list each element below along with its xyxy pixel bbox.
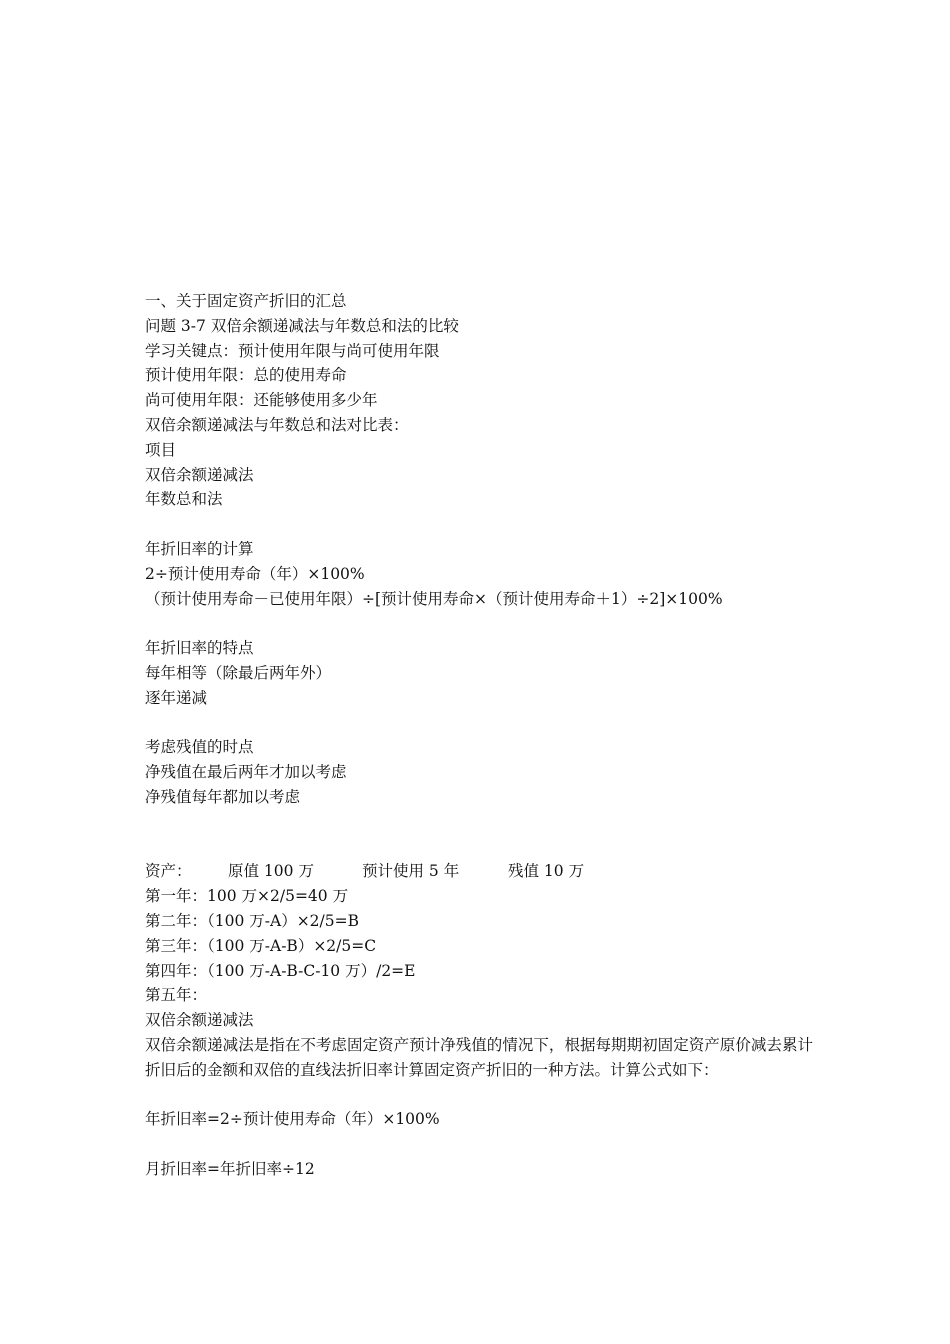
spacer [145, 711, 825, 736]
ddb-section-title: 双倍余额递减法 [145, 1011, 254, 1030]
rate-feature-ddb: 每年相等（除最后两年外） [145, 663, 332, 682]
key-point: 学习关键点：预计使用年限与尚可使用年限 [145, 341, 440, 360]
rate-feature-syd: 逐年递减 [145, 688, 208, 707]
table-header-item: 项目 [145, 440, 177, 459]
residual-ddb: 净残值在最后两年才加以考虑 [145, 763, 347, 782]
document-body [145, 289, 825, 1182]
table-header-syd: 年数总和法 [145, 490, 223, 509]
rate-feature-heading: 年折旧率的特点 [145, 639, 254, 658]
residual-syd: 净残值每年都加以考虑 [145, 787, 301, 806]
spacer [145, 1132, 825, 1157]
monthly-rate-formula: 月折旧率=年折旧率÷12 [145, 1159, 315, 1178]
asset-residual-value: 残值 10 万 [508, 862, 585, 881]
year-2-calc: 第二年：（100 万-A）×2/5=B [145, 911, 360, 930]
table-header-ddb: 双倍余额递减法 [145, 465, 254, 484]
year-5-calc: 第五年： [145, 986, 208, 1005]
year-3-calc: 第三年：（100 万-A-B）×2/5=C [145, 936, 377, 955]
asset-label: 资产： [145, 862, 192, 881]
year-4-calc: 第四年：（100 万-A-B-C-10 万）/2=E [145, 961, 416, 980]
spacer [145, 835, 825, 860]
spacer [145, 611, 825, 636]
rate-calc-heading: 年折旧率的计算 [145, 539, 254, 558]
year-1-calc: 第一年：100 万×2/5=40 万 [145, 887, 349, 906]
spacer [145, 810, 825, 835]
section-heading: 一、关于固定资产折旧的汇总 [145, 292, 347, 310]
asset-original-value: 原值 100 万 [228, 862, 314, 881]
definition-remaining-life: 尚可使用年限：还能够使用多少年 [145, 391, 378, 410]
annual-rate-formula: 年折旧率=2÷预计使用寿命（年）×100% [145, 1110, 440, 1129]
rate-calc-syd: （预计使用寿命－已使用年限）÷[预计使用寿命×（预计使用寿命＋1）÷2]×100% [145, 589, 723, 608]
spacer [145, 1083, 825, 1108]
question-title: 问题 3-7 双倍余额递减法与年数总和法的比较 [145, 316, 459, 335]
spacer [145, 512, 825, 537]
comparison-table-title: 双倍余额递减法与年数总和法对比表： [145, 415, 409, 434]
definition-expected-life: 预计使用年限：总的使用寿命 [145, 366, 347, 385]
asset-expected-life: 预计使用 5 年 [362, 862, 460, 881]
ddb-description: 双倍余额递减法是指在不考虑固定资产预计净残值的情况下，根据每期期初固定资产原价减去累计折旧后的金额和双倍的直线法折旧率计算固定资产折旧的一种方法。计算公式如下： [145, 1035, 813, 1079]
residual-heading: 考虑残值的时点 [145, 738, 254, 757]
asset-info-row [145, 859, 825, 884]
rate-calc-ddb: 2÷预计使用寿命（年）×100% [145, 564, 365, 583]
